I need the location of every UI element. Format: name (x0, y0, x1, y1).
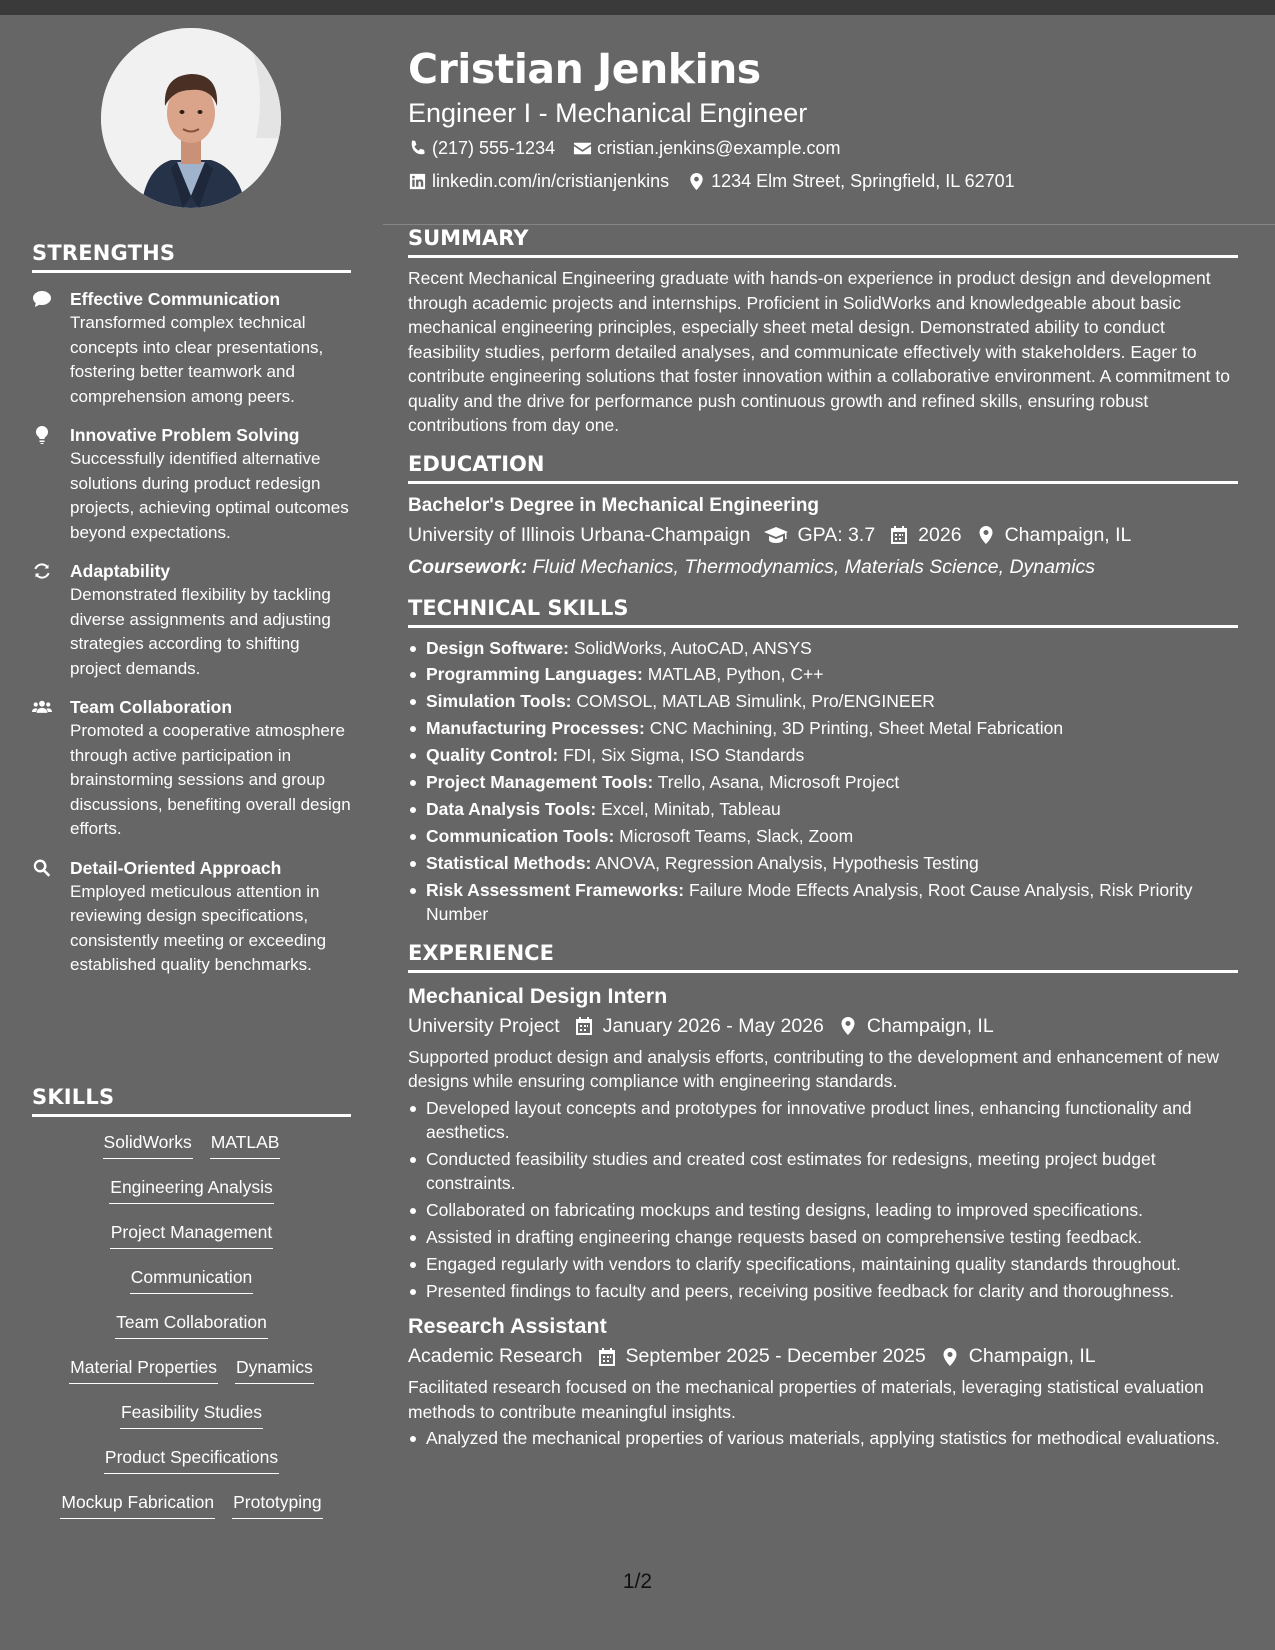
job-location: Champaign, IL (866, 1014, 994, 1037)
list-item: Conducted feasibility studies and created cost estimates for redesigns, meeting project budget constraints. (408, 1147, 1238, 1196)
skill-chip: Dynamics (235, 1354, 314, 1384)
lightbulb-icon (32, 423, 70, 545)
calendar-icon (597, 1347, 617, 1367)
list-item: Design Software: SolidWorks, AutoCAD, ANSYS (408, 636, 1238, 661)
strengths-title: STRENGTHS (32, 241, 351, 273)
list-item: Presented findings to faculty and peers, receiving positive feedback for clarity and thoroughness. (408, 1279, 1238, 1304)
job-description: Facilitated research focused on the mechanical properties of materials, leveraging statistical evaluation methods to contribute meaningful insights. (408, 1377, 1204, 1422)
avatar-portrait (101, 28, 281, 208)
list-item: Quality Control: FDI, Six Sigma, ISO Standards (408, 743, 1238, 768)
contact-row (408, 166, 1238, 197)
skill-chip: Engineering Analysis (109, 1174, 273, 1204)
skill-chip: Feasibility Studies (120, 1399, 263, 1429)
envelope-icon (573, 139, 592, 158)
summary-section (408, 226, 1238, 438)
skills-title: SKILLS (32, 1085, 351, 1117)
graduation-cap-icon (764, 525, 788, 545)
list-item: Programming Languages: MATLAB, Python, C++ (408, 662, 1238, 687)
strength-item (32, 559, 351, 681)
main-content (408, 226, 1238, 1459)
page-number: 1/2 (622, 1570, 653, 1593)
strength-title: Effective Communication (70, 289, 281, 309)
search-icon (32, 856, 70, 978)
comment-icon (32, 287, 70, 409)
location-pin-icon (976, 525, 996, 545)
job-title: Mechanical Design Intern (408, 983, 668, 1008)
list-item: Analyzed the mechanical properties of various materials, applying statistics for methodical evaluations. (408, 1426, 1238, 1451)
strength-item (32, 856, 351, 978)
avatar (101, 28, 281, 208)
list-item: Data Analysis Tools: Excel, Minitab, Tableau (408, 797, 1238, 822)
resume-header (408, 40, 1238, 197)
phone-icon (408, 139, 427, 158)
job-entry (408, 981, 1238, 1304)
address: 1234 Elm Street, Springfield, IL 62701 (711, 171, 1015, 191)
list-item: Manufacturing Processes: CNC Machining, 3D Printing, Sheet Metal Fabrication (408, 716, 1238, 741)
strength-item (32, 287, 351, 409)
technical-skills-list (408, 636, 1238, 927)
graduation-year: 2026 (918, 523, 962, 546)
sidebar (0, 15, 383, 1575)
strength-desc: Successfully identified alternative solutions during product redesign projects, achieving optimal outcomes beyond expectations. (70, 449, 349, 542)
skill-chip: Mockup Fabrication (60, 1489, 215, 1519)
location-pin-icon (687, 172, 706, 191)
calendar-icon (574, 1016, 594, 1036)
calendar-icon (889, 525, 909, 545)
job-entry (408, 1311, 1238, 1451)
job-bullets (408, 1426, 1238, 1451)
list-item: Communication Tools: Microsoft Teams, Slack, Zoom (408, 824, 1238, 849)
strength-title: Team Collaboration (70, 697, 233, 717)
skill-chip: Communication (130, 1264, 254, 1294)
location-pin-icon (838, 1016, 858, 1036)
email-link[interactable]: cristian.jenkins@example.com (597, 138, 841, 158)
list-item: Assisted in drafting engineering change requests based on comprehensive testing feedback. (408, 1225, 1238, 1250)
strength-item (32, 695, 351, 842)
users-icon (32, 695, 70, 842)
school-name: University of Illinois Urbana-Champaign (408, 523, 751, 546)
skill-chip: SolidWorks (103, 1129, 193, 1159)
skill-chip: Team Collaboration (115, 1309, 268, 1339)
header-divider (383, 224, 1275, 225)
strength-desc: Promoted a cooperative atmosphere through active participation in brainstorming sessions and group discussions, benefiting overall design efforts. (70, 721, 351, 838)
skill-chips (32, 1129, 351, 1534)
skill-chip: Prototyping (232, 1489, 323, 1519)
strength-desc: Employed meticulous attention in reviewing design specifications, consistently meeting or exceeding established quality benchmarks. (70, 881, 327, 974)
coursework (408, 552, 1238, 582)
strength-desc: Transformed complex technical concepts into clear presentations, fostering better teamwork and comprehension among peers. (70, 313, 324, 406)
summary-title: SUMMARY (408, 226, 1238, 258)
list-item: Engaged regularly with vendors to clarify specifications, maintaining quality standards throughout. (408, 1252, 1238, 1277)
list-item: Simulation Tools: COMSOL, MATLAB Simulink, Pro/ENGINEER (408, 689, 1238, 714)
skill-chip: Project Management (110, 1219, 273, 1249)
skill-chip: Product Specifications (104, 1444, 279, 1474)
job-dates: September 2025 - December 2025 (625, 1345, 926, 1368)
skills-section (32, 1085, 351, 1534)
degree-title: Bachelor's Degree in Mechanical Engineering (408, 494, 820, 516)
linkedin-icon (408, 172, 427, 191)
gpa: GPA: 3.7 (797, 523, 876, 546)
strengths-section (32, 241, 351, 978)
job-meta (408, 1341, 1238, 1372)
top-bar (0, 0, 1275, 15)
skill-chip: Material Properties (69, 1354, 218, 1384)
list-item: Collaborated on fabricating mockups and testing designs, leading to improved specifications. (408, 1198, 1238, 1223)
coursework-label: Coursework: (408, 555, 528, 578)
technical-skills-title: TECHNICAL SKILLS (408, 596, 1238, 628)
summary-text: Recent Mechanical Engineering graduate with hands-on experience in product design and development through academic projects and internships. Proficient in SolidWorks and knowledgeable about basic mechanical engineering principles, especially sheet metal design. Demonstrated ability to conduct feasibility studies, perform detailed analyses, and communicate effectively with stakeholders. Eager to contribute engineering solutions that foster innovation within a collaborative environment. A commitment to quality and the drive for performance push continuous growth and refined skills, ensuring robust contributions from day one. (408, 268, 1230, 435)
job-org: University Project (408, 1014, 560, 1037)
coursework-list: Fluid Mechanics, Thermodynamics, Materials Science, Dynamics (532, 555, 1096, 578)
job-org: Academic Research (408, 1345, 583, 1368)
strength-item (32, 423, 351, 545)
strength-title: Adaptability (70, 561, 171, 581)
list-item: Risk Assessment Frameworks: Failure Mode Effects Analysis, Root Cause Analysis, Risk Priority Number (408, 878, 1238, 927)
location-pin-icon (940, 1347, 960, 1367)
job-role: Engineer I - Mechanical Engineer (408, 98, 808, 128)
list-item: Statistical Methods: ANOVA, Regression Analysis, Hypothesis Testing (408, 851, 1238, 876)
strength-desc: Demonstrated flexibility by tackling diverse assignments and adjusting strategies according to shifting project demands. (70, 585, 331, 678)
skill-chip: MATLAB (210, 1129, 281, 1159)
education-title: EDUCATION (408, 452, 1238, 484)
school-location: Champaign, IL (1004, 523, 1132, 546)
phone-number[interactable]: (217) 555-1234 (432, 138, 556, 158)
education-meta (408, 520, 1238, 551)
strength-title: Innovative Problem Solving (70, 425, 300, 445)
technical-skills-section (408, 596, 1238, 927)
list-item: Project Management Tools: Trello, Asana, Microsoft Project (408, 770, 1238, 795)
job-meta (408, 1011, 1238, 1042)
linkedin-link[interactable]: linkedin.com/in/cristianjenkins (432, 171, 670, 191)
experience-title: EXPERIENCE (408, 941, 1238, 973)
job-location: Champaign, IL (968, 1345, 1096, 1368)
full-name: Cristian Jenkins (408, 45, 761, 93)
list-item: Developed layout concepts and prototypes for innovative product lines, enhancing functionality and aesthetics. (408, 1096, 1238, 1145)
experience-section (408, 941, 1238, 1451)
job-bullets (408, 1096, 1238, 1304)
job-title: Research Assistant (408, 1314, 607, 1339)
sync-icon (32, 559, 70, 681)
strength-title: Detail-Oriented Approach (70, 857, 282, 878)
job-dates: January 2026 - May 2026 (602, 1014, 824, 1037)
job-description: Supported product design and analysis efforts, contributing to the development and enhancement of new designs while ensuring compliance with engineering standards. (408, 1046, 1220, 1092)
contact-row (408, 133, 1238, 164)
education-section (408, 452, 1238, 582)
